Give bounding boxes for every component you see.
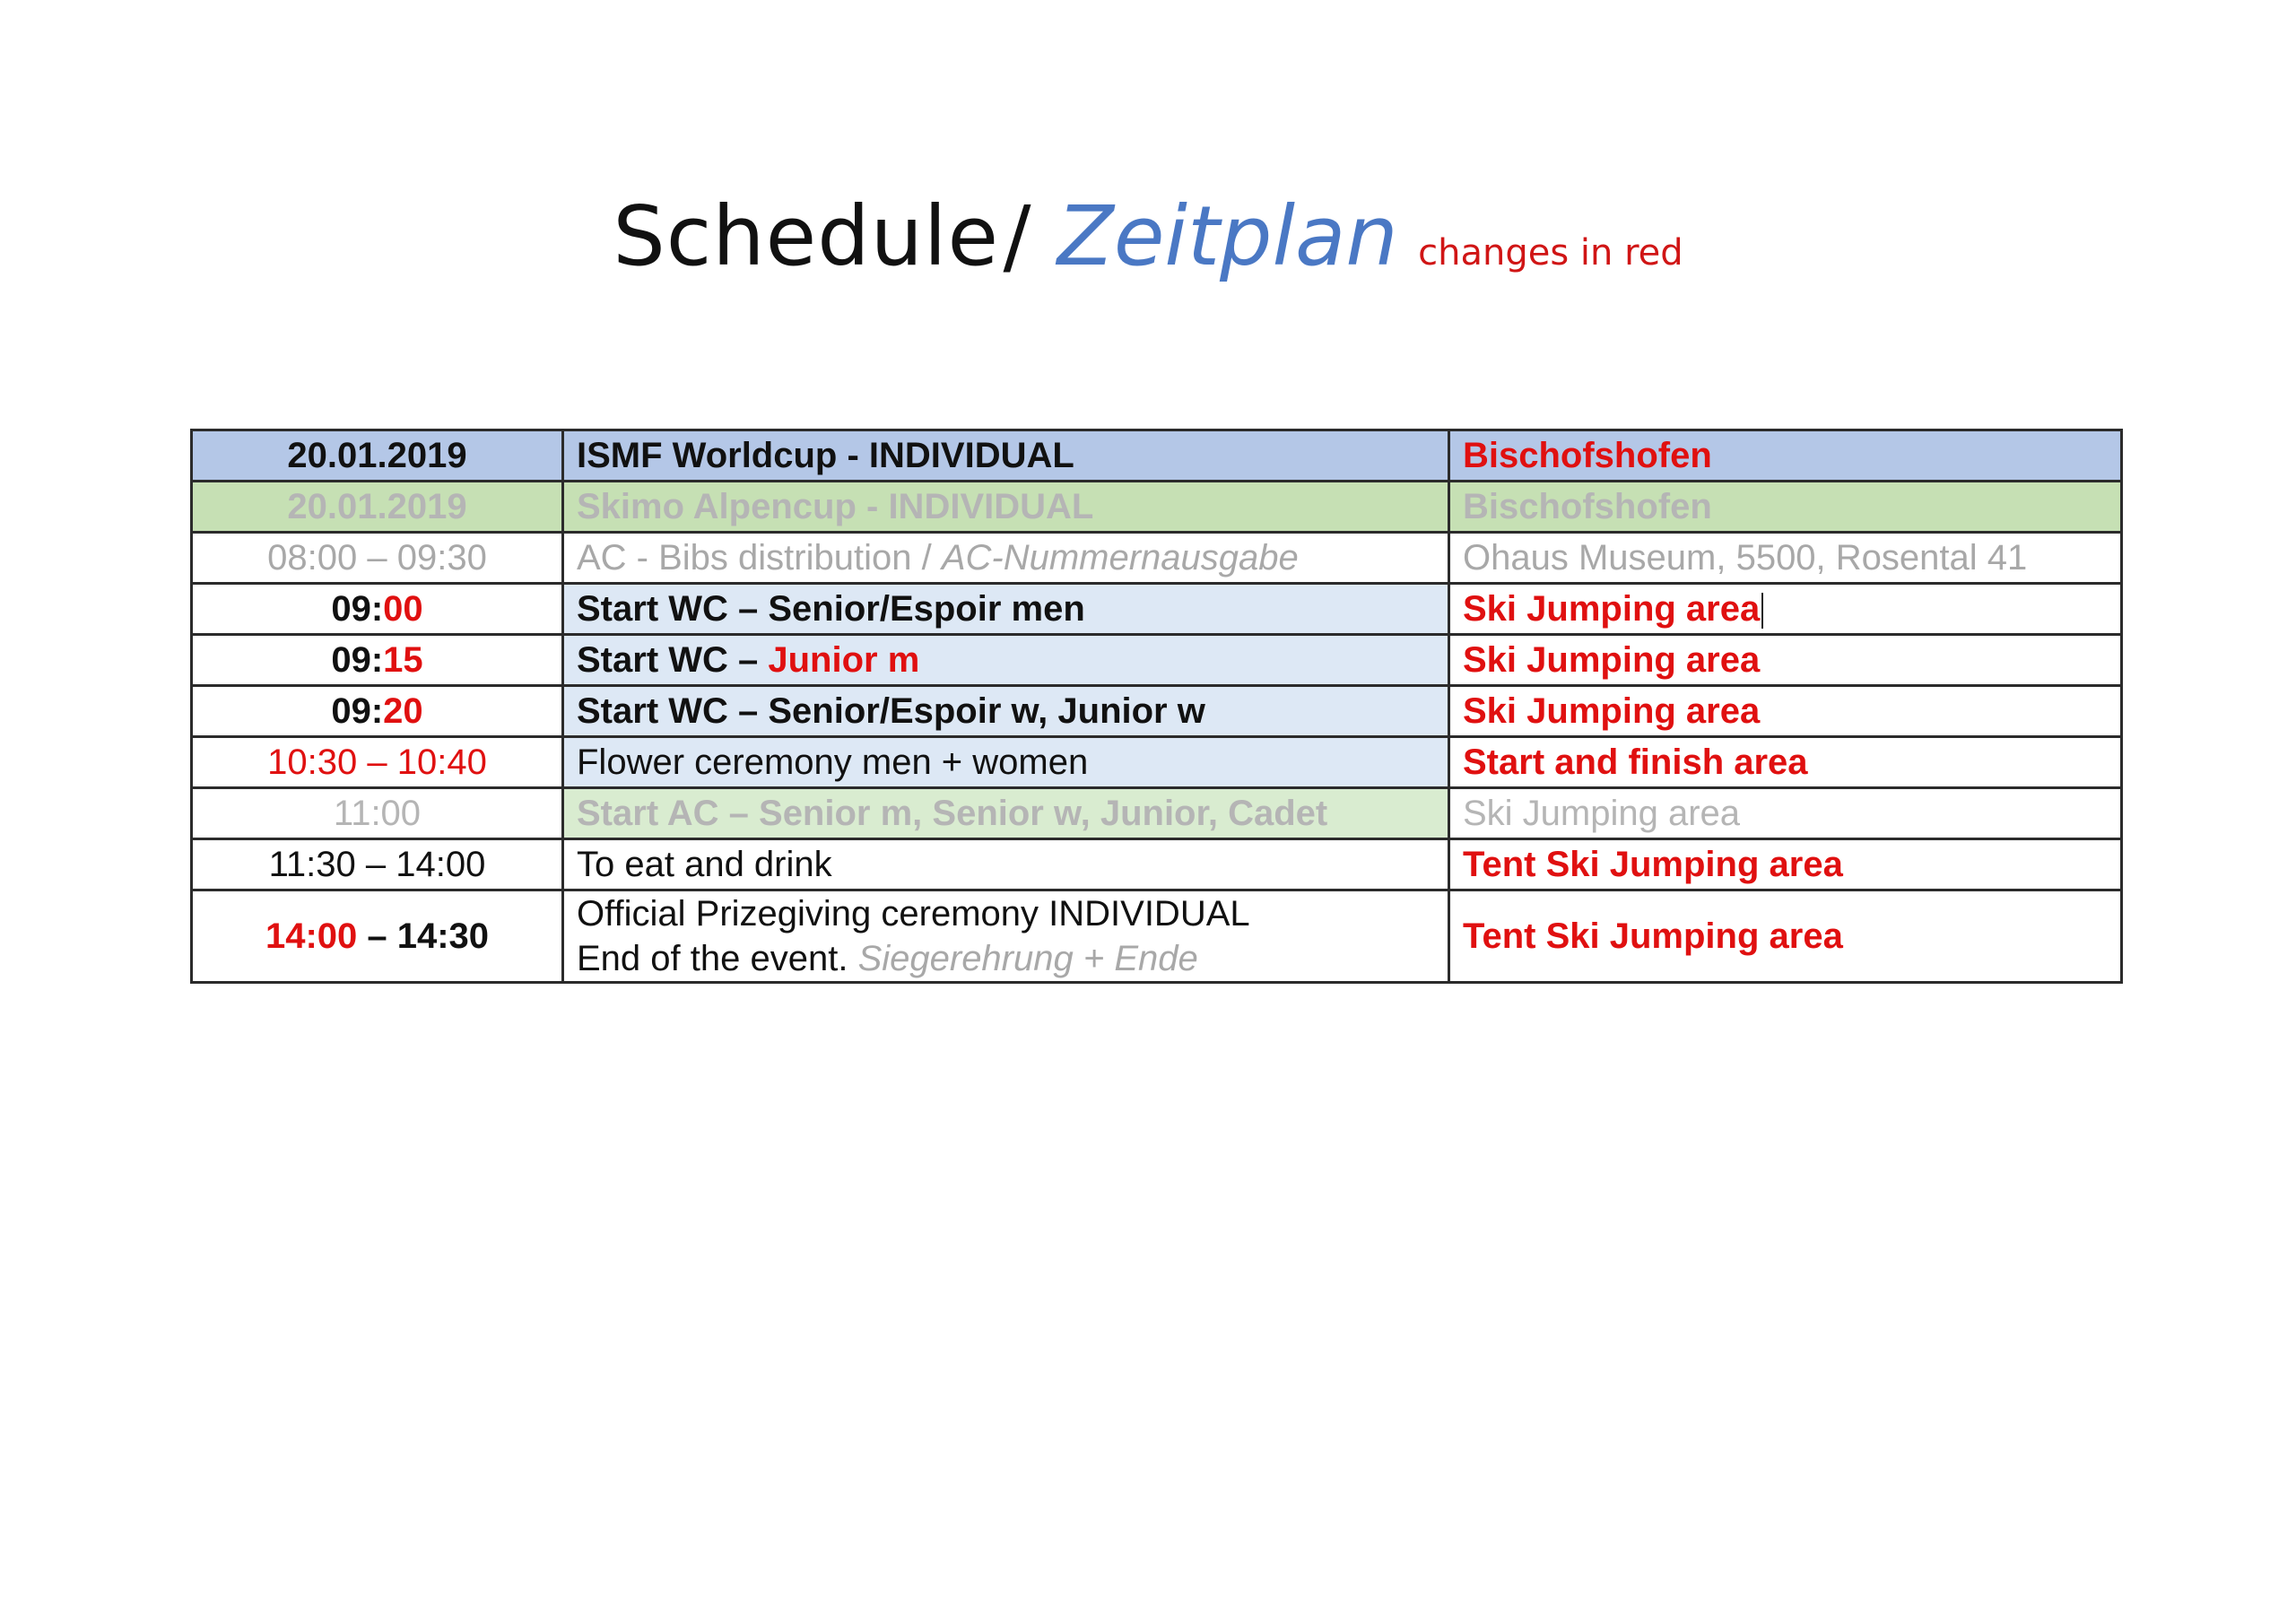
row-location: Start and finish area <box>1449 737 2122 788</box>
table-row-header-ac <box>192 482 2122 533</box>
row-event <box>563 890 1449 983</box>
row-event <box>563 533 1449 584</box>
row-event: Flower ceremony men + women <box>563 737 1449 788</box>
row-time <box>192 890 563 983</box>
row-event-line2-text: End of the event. <box>577 939 858 978</box>
row-time-suffix: – 14:30 <box>357 916 490 956</box>
row-event-text: Start WC – <box>577 640 769 680</box>
row-event-line1: Official Prizegiving ceremony INDIVIDUAL <box>577 894 1250 934</box>
row-time-changed: 00 <box>383 589 423 629</box>
ac-event: Skimo Alpencup - INDIVIDUAL <box>563 482 1449 533</box>
row-event: Start WC – Senior/Espoir w, Junior w <box>563 686 1449 737</box>
table-row <box>192 686 2122 737</box>
header-date: 20.01.2019 <box>192 430 563 482</box>
row-location <box>1449 584 2122 635</box>
table-row-header-wc <box>192 430 2122 482</box>
row-time-changed: 20 <box>383 691 423 731</box>
ac-location: Bischofshofen <box>1449 482 2122 533</box>
row-event: Start AC – Senior m, Senior w, Junior, Cadet <box>563 788 1449 839</box>
row-location: Ski Jumping area <box>1449 635 2122 686</box>
row-time-prefix: 09: <box>331 691 384 731</box>
row-location-text: Ski Jumping area <box>1463 589 1761 629</box>
row-time-prefix: 09: <box>331 589 384 629</box>
row-event-line2 <box>577 936 1435 981</box>
row-event-italic: AC-Nummernausgabe <box>941 538 1299 578</box>
row-time-changed: 14:00 <box>265 916 358 956</box>
title-note: changes in red <box>1418 232 1683 274</box>
row-event-text: AC - Bibs distribution / <box>577 538 942 578</box>
row-time: 08:00 – 09:30 <box>192 533 563 584</box>
header-event: ISMF Worldcup - INDIVIDUAL <box>563 430 1449 482</box>
row-event-changed: Junior m <box>768 640 920 680</box>
text-cursor <box>1761 593 1763 629</box>
table-row <box>192 788 2122 839</box>
row-event: Start WC – Senior/Espoir men <box>563 584 1449 635</box>
header-location: Bischofshofen <box>1449 430 2122 482</box>
schedule-table <box>190 429 2123 984</box>
table-row <box>192 533 2122 584</box>
title-separator <box>1004 188 1057 284</box>
row-time <box>192 584 563 635</box>
table-row <box>192 737 2122 788</box>
row-event-line2-italic: Siegerehrung + Ende <box>857 939 1198 978</box>
row-location: Ski Jumping area <box>1449 686 2122 737</box>
table-row <box>192 635 2122 686</box>
row-time: 11:00 <box>192 788 563 839</box>
row-time: 11:30 – 14:00 <box>192 839 563 890</box>
row-time-changed: 15 <box>383 640 423 680</box>
table-row <box>192 890 2122 983</box>
row-time-prefix: 09: <box>331 640 384 680</box>
title-zeitplan: Zeitplan <box>1057 188 1398 284</box>
ac-date: 20.01.2019 <box>192 482 563 533</box>
row-event <box>563 635 1449 686</box>
row-time: 10:30 – 10:40 <box>192 737 563 788</box>
row-event: To eat and drink <box>563 839 1449 890</box>
table-row <box>192 839 2122 890</box>
row-time <box>192 635 563 686</box>
row-location: Ohaus Museum, 5500, Rosental 41 <box>1449 533 2122 584</box>
row-location: Tent Ski Jumping area <box>1449 839 2122 890</box>
page-title <box>0 188 2296 284</box>
row-location: Tent Ski Jumping area <box>1449 890 2122 983</box>
row-time <box>192 686 563 737</box>
row-location: Ski Jumping area <box>1449 788 2122 839</box>
title-schedule: Schedule <box>613 188 1000 284</box>
table-row <box>192 584 2122 635</box>
title-separator-glyph: / <box>1003 188 1031 284</box>
